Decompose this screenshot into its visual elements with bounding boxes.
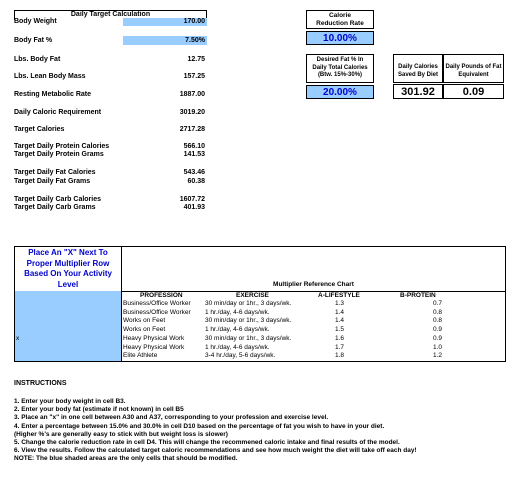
row-exercise: 1 hr./day, 4-6 days/wk.: [205, 326, 270, 334]
reduction-input[interactable]: [306, 31, 374, 45]
carb-cal-value: 1607.72: [179, 196, 205, 203]
fat-g-label: Target Daily Fat Grams: [14, 178, 91, 185]
row-exercise: 3-4 hr./day, 5-6 days/wk.: [205, 352, 276, 360]
header-exercise: EXERCISE: [236, 292, 269, 299]
desired-fat-input[interactable]: [306, 85, 374, 99]
row-lifestyle: 1.4: [334, 308, 344, 316]
row-protein: 0.8: [432, 308, 442, 316]
multiplier-chart-title: Multiplier Reference Chart: [273, 281, 354, 288]
caloric-req-label: Daily Caloric Requirement: [14, 109, 102, 116]
instructions-title: INSTRUCTIONS: [14, 380, 67, 387]
target-cal-value: 2717.28: [179, 126, 205, 133]
saved-value-box: [393, 84, 443, 99]
saved-value: 301.92: [401, 86, 435, 98]
row-profession: Business/Office Worker: [123, 300, 191, 307]
row-protein: 1.0: [432, 343, 442, 351]
saved-label-2: Saved By Diet: [397, 72, 439, 78]
instruction-line: (Higher %'s are generally easy to stick with but weight loss is slower): [14, 430, 228, 438]
protein-cal-label: Target Daily Protein Calories: [14, 143, 110, 150]
row-profession: Heavy Physical Work: [123, 343, 185, 351]
row-protein: 0.9: [432, 334, 442, 342]
row-profession: Heavy Physical Work: [123, 334, 185, 342]
lbs-body-fat-label: Lbs. Body Fat: [14, 56, 61, 63]
pounds-value: 0.09: [462, 86, 485, 98]
row-exercise: 30 min/day or 1hr., 3 days/wk.: [205, 334, 292, 342]
instruction-line: 4. Enter a percentage between 15.0% and 30.0% in cell D10 based on the percentage of fat you wish to have in your diet.: [14, 422, 385, 430]
place-x-label: Place An "X" Next To Proper Multiplier Row Based On Your Activity Level: [24, 248, 112, 289]
instruction-line: 3. Place an "x" in one cell between A30 and A37, corresponding to your profession and exercise level.: [14, 414, 329, 422]
row-protein: 1.2: [432, 352, 442, 360]
protein-cal-value: 566.10: [183, 143, 205, 150]
body-weight-value[interactable]: 170.00: [183, 18, 205, 25]
fat-cal-label: Target Daily Fat Calories: [14, 169, 96, 176]
row-lifestyle: 1.6: [334, 334, 344, 342]
instruction-line: 1. Enter your body weight in cell B3.: [14, 398, 126, 405]
fat-cal-value: 543.46: [183, 169, 205, 176]
carb-g-label: Target Daily Carb Grams: [14, 204, 96, 211]
carb-cal-label: Target Daily Carb Calories: [14, 196, 102, 203]
desired-fat-value[interactable]: 20.00%: [323, 87, 357, 98]
pounds-label-box: [443, 54, 504, 83]
body-fat-value[interactable]: 7.50%: [185, 37, 205, 44]
body-weight-label: Body Weight: [14, 18, 57, 25]
fat-g-value: 60.38: [187, 178, 205, 185]
instruction-line: 6. View the results. Follow the calculated target caloric recommendations and see how much weight the diet will take off each day!: [14, 447, 417, 455]
row-lifestyle: 1.7: [334, 343, 344, 351]
row-protein: 0.7: [432, 300, 442, 307]
row-profession: Business/Office Worker: [123, 308, 191, 316]
header-profession: PROFESSION: [140, 292, 183, 299]
lean-mass-label: Lbs. Lean Body Mass: [14, 73, 86, 80]
daily-target-title: Daily Target Calculation: [70, 11, 151, 18]
pounds-label-2: Equivalent: [458, 72, 489, 78]
pounds-label-1: Daily Pounds of Fat: [445, 64, 502, 70]
header-lifestyle: A-LIFESTYLE: [318, 292, 360, 299]
row-protein: 0.9: [432, 326, 442, 334]
row-mark[interactable]: x: [16, 334, 20, 342]
row-lifestyle: 1.5: [334, 326, 344, 334]
reduction-label: Calorie Reduction Rate: [316, 12, 364, 27]
target-cal-label: Target Calories: [14, 126, 65, 133]
row-protein: 0.8: [432, 317, 442, 325]
row-profession: Works on Feet: [123, 317, 166, 325]
reduction-label-box: [306, 10, 374, 29]
row-exercise: 1 hr./day, 4-6 days/wk.: [205, 308, 270, 316]
desired-fat-label-box: [306, 54, 374, 83]
row-profession: Elite Athlete: [123, 352, 158, 360]
instruction-line: 5. Change the calorie reduction rate in cell D4. This will change the recommened caloric intake and final results of the model.: [14, 439, 400, 446]
multiplier-select-column[interactable]: [14, 291, 122, 362]
row-lifestyle: 1.4: [334, 317, 344, 325]
row-exercise: 30 min/day or 1hr., 3 days/wk.: [205, 317, 292, 325]
lean-mass-value: 157.25: [183, 73, 205, 80]
instruction-line: NOTE: The blue shaded areas are the only cells that should be modified.: [14, 455, 238, 463]
reduction-value[interactable]: 10.00%: [323, 33, 357, 44]
pounds-value-box: [443, 84, 504, 99]
row-exercise: 30 min/day or 1hr., 3 days/wk.: [205, 300, 292, 307]
instruction-line: 2. Enter your body fat (estimate if not known) in cell B5: [14, 406, 184, 414]
row-lifestyle: 1.8: [334, 352, 344, 360]
rmr-value: 1887.00: [179, 91, 205, 98]
desired-fat-label-2: Daily Total Calories: [312, 64, 368, 71]
desired-fat-label-1: Desired Fat % In: [316, 57, 364, 63]
row-lifestyle: 1.3: [334, 300, 344, 307]
row-profession: Works on Feet: [123, 326, 166, 334]
body-fat-label: Body Fat %: [14, 37, 53, 44]
desired-fat-label-3: (Btw. 15%-30%): [317, 72, 363, 78]
header-protein: B-PROTEIN: [400, 292, 436, 299]
rmr-label: Resting Metabolic Rate: [14, 91, 92, 98]
caloric-req-value: 3019.20: [179, 109, 205, 116]
protein-g-value: 141.53: [183, 151, 205, 158]
saved-label-1: Daily Calories: [398, 64, 438, 70]
lbs-body-fat-value: 12.75: [187, 56, 205, 63]
saved-label-box: [393, 54, 443, 83]
protein-g-label: Target Daily Protein Grams: [14, 151, 104, 158]
carb-g-value: 401.93: [183, 204, 205, 211]
row-exercise: 1 hr./day, 4-6 days/wk.: [205, 343, 270, 351]
